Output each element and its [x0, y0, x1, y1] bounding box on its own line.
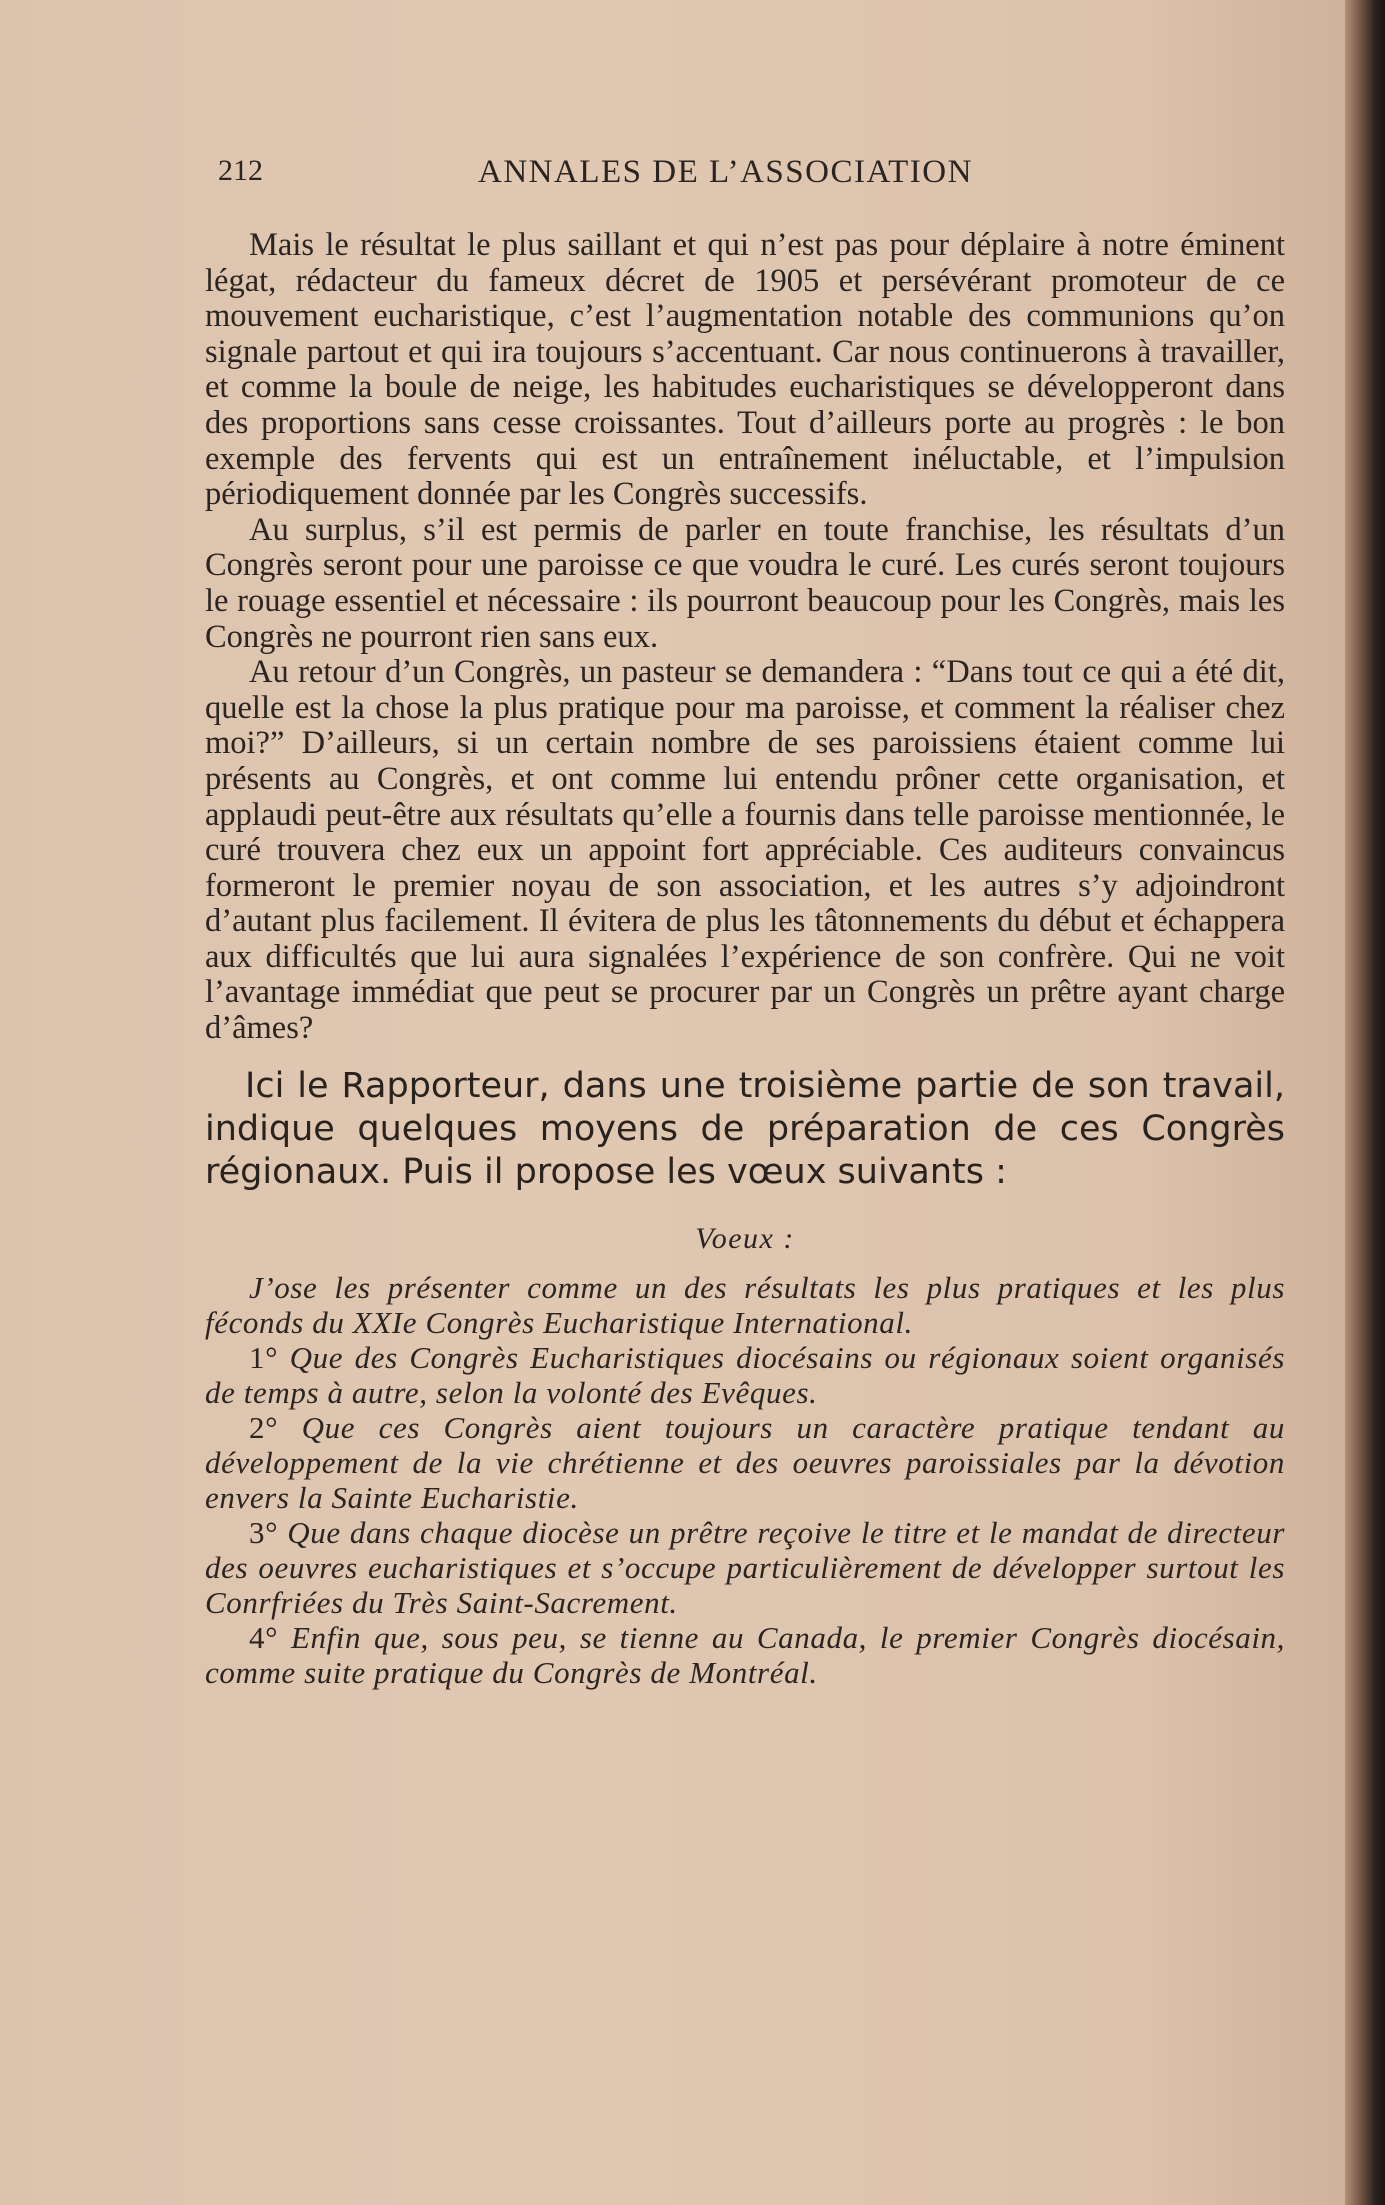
vote-item — [205, 1620, 1285, 1690]
paragraph-retour-congres: Au retour d’un Congrès, un pasteur se demandera : “Dans tout ce qui a été dit, quelle est la chose la plus pratique pour ma paroisse, et comment la réaliser chez moi?” D’ailleurs, si un certain nombre de ses paroissiens étaient comme lui présents au Congrès, et ont comme lui entendu prôner cette organisation, et applaudi peut-être aux résultats qu’elle a fournis dans telle paroisse mentionnée, le curé trouvera chez eux un appoint fort appréciable. Ces auditeurs convaincus formeront le premier noyau de son association, et les autres s’y adjoindront d’autant plus facilement. Il évitera de plus les tâtonnements du début et échappera aux difficultés que lui aura signalées l’expérience de son confrère. Qui ne voit l’avantage immédiat que peut se procurer par un Congrès un prêtre ayant charge d’âmes? — [205, 654, 1285, 1047]
vote-text: Que dans chaque diocèse un prêtre reçoive le titre et le mandat de directeur des oeuvres eucharistiques et s’occupe particulièrement de développer surtout les Conrfriées du Très Saint-Sacrement. — [205, 1514, 1285, 1620]
vote-item — [205, 1340, 1285, 1410]
vote-number: 1° — [249, 1339, 279, 1375]
page-body — [205, 228, 1285, 1690]
vote-item — [205, 1515, 1285, 1620]
page-number: 212 — [218, 154, 263, 187]
vote-text: Que ces Congrès aient toujours un caractère pratique tendant au développement de la vie chrétienne et des oeuvres paroissiales par la dévotion envers la Sainte Eucharistie. — [205, 1409, 1286, 1515]
rapporteur-note: Ici le Rapporteur, dans une troisième partie de son travail, indique quelques moyens de préparation de ces Congrès régionaux. Puis il propose les vœux suivants : — [205, 1065, 1285, 1192]
vote-text: Enfin que, sous peu, se tienne au Canada, le premier Congrès diocésain, comme suite pratique du Congrès de Montréal. — [205, 1619, 1285, 1690]
running-head: ANNALES DE L’ASSOCIATION — [478, 154, 973, 190]
votes-intro: J’ose les présenter comme un des résultats les plus pratiques et les plus féconds du XXIe Congrès Eucharistique International. — [205, 1269, 1285, 1340]
vote-number: 2° — [249, 1409, 279, 1445]
votes-heading: Voeux : — [695, 1221, 795, 1255]
paragraph-communions: Mais le résultat le plus saillant et qui n’est pas pour déplaire à notre éminent légat, rédacteur du fameux décret de 1905 et persévérant promoteur de ce mouvement eucharistique, c’est l’augmentation notable des communions qu’on signale partout et qui ira toujours s’accentuant. Car nous continuerons à travailler, et comme la boule de neige, les habitudes eucharistiques se développeront dans des proportions sans cesse croissantes. Tout d’ailleurs porte au progrès : le bon exemple des fervents qui est un entraînement inéluctable, et l’impulsion périodiquement donnée par les Congrès successifs. — [205, 227, 1285, 513]
vote-number: 3° — [249, 1514, 279, 1550]
paragraph-cures: Au surplus, s’il est permis de parler en toute franchise, les résultats d’un Congrès seront pour une paroisse ce que voudra le curé. Les curés seront toujours le rouage essentiel et nécessaire : ils pourront beaucoup pour les Congrès, mais les Congrès ne pourront rien sans eux. — [205, 511, 1285, 655]
page-header — [218, 154, 1278, 200]
vote-item — [205, 1410, 1285, 1515]
vote-text: Que des Congrès Eucharistiques diocésains ou régionaux soient organisés de temps à autre, selon la volonté des Evêques. — [205, 1339, 1285, 1410]
book-spine — [1345, 0, 1385, 2205]
vote-number: 4° — [249, 1619, 279, 1655]
